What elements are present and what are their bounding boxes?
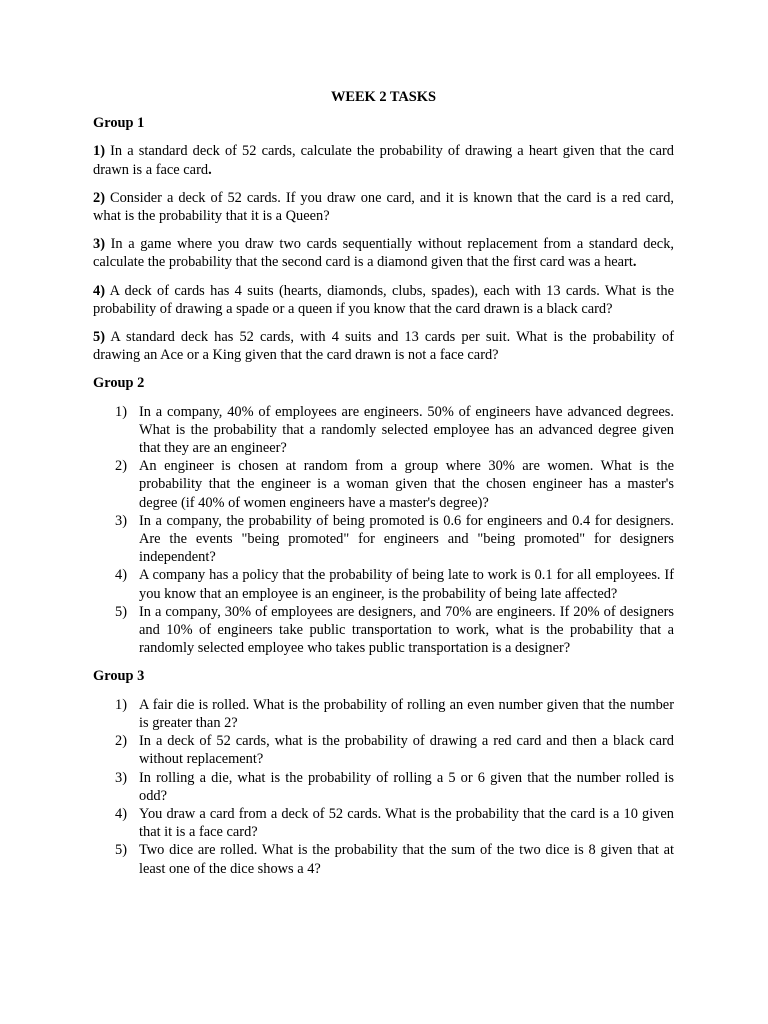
list-number: 5) xyxy=(115,842,127,859)
list-item xyxy=(93,512,674,567)
task-text: In a standard deck of 52 cards, calculate the probability of drawing a heart given that the card drawn is a face card xyxy=(93,143,674,178)
task-number: 4) xyxy=(93,282,105,299)
list-text: Two dice are rolled. What is the probability that the sum of the two dice is 8 given that at least one of the dice shows a 4? xyxy=(139,842,674,877)
list-text: In a company, 40% of employees are engineers. 50% of engineers have advanced degrees. What is the probability that a randomly selected employee has an advanced degree given that they are an engineer? xyxy=(139,403,674,457)
task-number: 3) xyxy=(93,236,105,253)
list-text: An engineer is chosen at random from a group where 30% are women. What is the probability that the engineer is a woman given that the chosen engineer has a master's degree (if 40% of women engineers have a master's degree)? xyxy=(139,458,674,511)
task-number: 2) xyxy=(93,189,105,206)
list-text: A company has a policy that the probability of being late to work is 0.1 for all employees. If you know that an employee is an engineer, is the probability of being late affected? xyxy=(139,567,674,602)
list-item xyxy=(93,732,674,768)
task-number: 5) xyxy=(93,329,105,346)
task-text: In a game where you draw two cards sequentially without replacement from a standard deck, calculate the probability that the second card is a diamond given that the first card was a heart xyxy=(93,236,674,271)
list-item xyxy=(93,841,674,877)
list-number: 1) xyxy=(115,696,127,713)
list-item xyxy=(93,566,674,602)
list-item xyxy=(93,603,674,658)
list-item xyxy=(93,457,674,512)
list-number: 5) xyxy=(115,603,127,620)
list-number: 3) xyxy=(115,512,127,529)
group-3-heading: Group 3 xyxy=(93,668,145,685)
list-item xyxy=(93,805,674,841)
list-item xyxy=(93,403,674,458)
task-text: Consider a deck of 52 cards. If you draw one card, and it is known that the card is a red card, what is the probability that it is a Queen? xyxy=(93,189,674,225)
list-number: 2) xyxy=(115,458,127,475)
group-1-task-1 xyxy=(93,142,674,178)
group-1-task-4 xyxy=(93,282,674,318)
task-text: A standard deck has 52 cards, with 4 suits and 13 cards per suit. What is the probability of drawing an Ace or a King given that the card drawn is not a face card? xyxy=(93,329,674,364)
task-tail: . xyxy=(208,161,212,178)
list-number: 4) xyxy=(115,805,127,822)
list-text: In a company, the probability of being promoted is 0.6 for engineers and 0.4 for designers. Are the events "being promoted" for engineers and "being promoted" for designers independent? xyxy=(139,512,674,566)
group-1-task-2 xyxy=(93,189,674,225)
list-number: 3) xyxy=(115,769,127,786)
list-text: You draw a card from a deck of 52 cards. What is the probability that the card is a 10 given that it is a face card? xyxy=(139,805,674,841)
group-1-heading: Group 1 xyxy=(93,115,145,132)
group-3-task-list xyxy=(93,696,674,878)
group-2-task-list xyxy=(93,403,674,658)
document-page xyxy=(93,88,674,888)
task-tail: . xyxy=(632,254,637,271)
group-2-heading: Group 2 xyxy=(93,375,145,392)
list-item xyxy=(93,696,674,732)
list-number: 2) xyxy=(115,733,127,750)
list-number: 4) xyxy=(115,567,127,584)
group-1-task-3 xyxy=(93,235,674,271)
list-item xyxy=(93,769,674,805)
list-text: In a company, 30% of employees are designers, and 70% are engineers. If 20% of designers and 10% of engineers take public transportation to work, what is the probability that a randomly selected employee who takes public transportation is a designer? xyxy=(139,603,674,657)
list-text: In a deck of 52 cards, what is the probability of drawing a red card and then a black card without replacement? xyxy=(139,733,674,768)
list-text: A fair die is rolled. What is the probability of rolling an even number given that the number is greater than 2? xyxy=(139,696,674,731)
list-text: In rolling a die, what is the probability of rolling a 5 or 6 given that the number rolled is odd? xyxy=(139,769,674,804)
task-number: 1) xyxy=(93,143,105,160)
group-1-task-5 xyxy=(93,328,674,364)
document-title: WEEK 2 TASKS xyxy=(330,89,437,105)
list-number: 1) xyxy=(115,403,127,420)
task-text: A deck of cards has 4 suits (hearts, diamonds, clubs, spades), each with 13 cards. What is the probability of drawing a spade or a queen if you know that the card drawn is a black card? xyxy=(93,282,674,317)
